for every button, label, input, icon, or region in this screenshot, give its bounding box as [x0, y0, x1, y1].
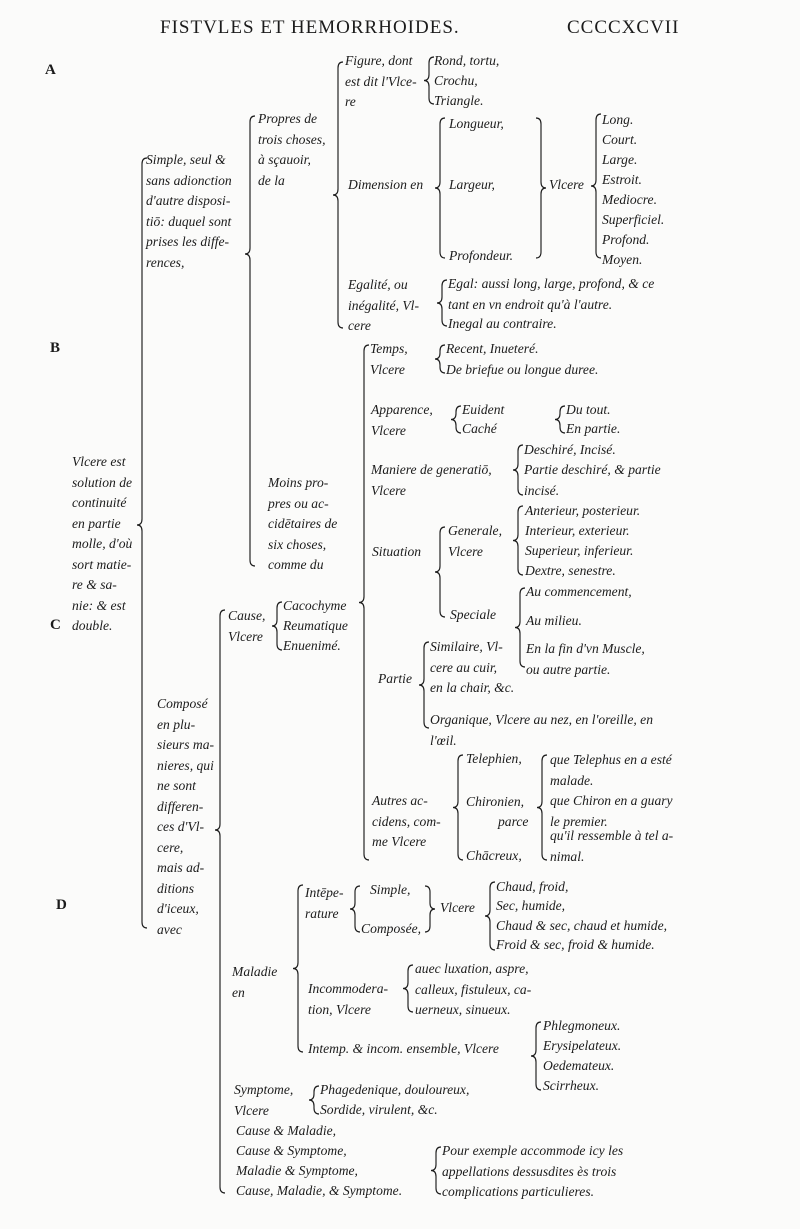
less-proper-six-things: Moins pro- pres ou ac- cidētaires de six choses, comme du	[268, 475, 338, 572]
dimension-quality: Mediocre.	[602, 192, 657, 207]
general-item: Interieur, exterieur.	[525, 523, 630, 538]
intemperature-composed: Composée,	[361, 921, 422, 936]
proper-three-things: Propres de trois choses, à sçauoir, de la	[258, 111, 326, 188]
dimension-quality: Superficiel.	[602, 212, 665, 227]
appearance-label: Apparence, Vlcere	[371, 402, 433, 438]
brace-reasons	[537, 755, 547, 860]
dimension-quality: Moyen.	[602, 252, 643, 267]
other-accidents-label: Autres ac- cidens, com- me Vlcere	[372, 793, 441, 849]
dimension-item: Largeur,	[449, 177, 495, 192]
unequal-text: Inegal au contraire.	[448, 316, 557, 331]
simple-ulcer-label: Simple, seul & sans adionction d'autre disposi- tiō: duquel sont prises les diffe- rences,	[146, 152, 232, 270]
incommodation-label: Incommodera- tion, Vlcere	[308, 981, 389, 1017]
brace-symptom	[309, 1086, 319, 1114]
brace-appearance	[451, 406, 461, 433]
temper-item: Chaud, froid,	[496, 879, 569, 894]
brace-simple	[245, 116, 255, 566]
figure-item: Rond, tortu,	[434, 53, 500, 68]
figure-item: Triangle.	[434, 93, 484, 108]
generation-item: Deschiré, Incisé.	[524, 442, 616, 457]
cause-item: Enuenimé.	[283, 638, 341, 653]
name-reason: qu'il ressemble à tel a- nimal.	[550, 828, 674, 864]
brace-proper	[333, 62, 343, 328]
example-note: Pour exemple accommode icy les appellations dessusdites ès trois complications particulieres.	[442, 1143, 624, 1199]
running-title: FISTVLES ET HEMORRHOIDES.	[160, 17, 460, 38]
dimension-quality: Estroit.	[602, 172, 642, 187]
margin-letter-b: B	[50, 340, 61, 356]
temper-item: Sec, humide,	[496, 898, 566, 913]
brace-root	[137, 158, 147, 928]
tumor-item: Erysipelateux.	[543, 1038, 622, 1053]
brace-incommodation	[403, 965, 413, 1012]
ulcer-name: Chācreux,	[466, 848, 522, 863]
brace-less-proper	[359, 345, 369, 860]
organic-part: Organique, Vlcere au nez, en l'oreille, en l'œil.	[430, 712, 653, 748]
brace-equality	[437, 280, 447, 326]
combination-item: Cause & Maladie,	[236, 1123, 337, 1138]
combination-item: Cause & Symptome,	[236, 1143, 347, 1158]
generation-item: Partie deschiré, & partie incisé.	[524, 462, 661, 498]
time-item: Recent, Inueteré.	[446, 341, 539, 356]
brace-special	[515, 588, 525, 667]
ulcer-definition: Vlcere est solution de continuité en partie molle, d'où sort matie- re & sa- nie: & est double.	[72, 454, 133, 633]
symptom-item: Phagedenique, douloureux,	[320, 1082, 470, 1097]
similar-part: Similaire, Vl- cere au cuir, en la chair, &c.	[430, 639, 515, 695]
brace-temper	[485, 882, 495, 950]
brace-intemperature-close	[425, 886, 435, 932]
name-reason: que Telephus en a esté malade.	[550, 752, 672, 788]
combination-item: Maladie & Symptome,	[236, 1163, 358, 1178]
ulcer-name: Telephien,	[466, 751, 522, 766]
brace-part	[419, 642, 429, 728]
appearance-sub: Du tout.	[566, 402, 611, 417]
combination-item: Cause, Maladie, & Symptome.	[236, 1183, 403, 1198]
general-item: Superieur, inferieur.	[525, 543, 634, 558]
brace-note	[431, 1147, 441, 1194]
dimension-item: Profondeur.	[449, 248, 514, 263]
figure-item: Crochu,	[434, 73, 478, 88]
symptom-item: Sordide, virulent, &c.	[320, 1102, 438, 1117]
folio-number: CCCCXCVII	[567, 17, 680, 38]
dimension-quality: Profond.	[602, 232, 650, 247]
symptom-label: Symptome, Vlcere	[234, 1082, 294, 1118]
margin-letter-c: C	[50, 617, 61, 633]
brace-appearance-sub	[555, 406, 565, 433]
disease-label: Maladie en	[232, 964, 278, 1000]
brace-time	[435, 345, 445, 373]
dimension-quality: Court.	[602, 132, 638, 147]
brace-situation	[435, 527, 445, 617]
tumor-item: Oedemateux.	[543, 1058, 615, 1073]
part-label: Partie	[378, 671, 412, 686]
cause-item: Reumatique	[283, 618, 348, 633]
general-item: Dextre, senestre.	[525, 563, 616, 578]
generation-label: Maniere de generatiō, Vlcere	[371, 462, 492, 498]
general-situation: Generale, Vlcere	[448, 523, 502, 559]
time-label: Temps, Vlcere	[370, 341, 408, 377]
temper-item: Chaud & sec, chaud et humide,	[496, 918, 668, 933]
brace-generation	[513, 445, 523, 495]
margin-letter-a: A	[45, 62, 56, 78]
special-item: En la fin d'vn Muscle, ou autre partie.	[526, 641, 645, 677]
situation-label: Situation	[372, 544, 422, 559]
general-item: Anterieur, posterieur.	[525, 503, 641, 518]
margin-letter-d: D	[56, 897, 67, 913]
special-situation: Speciale	[450, 607, 497, 622]
temper-item: Froid & sec, froid & humide.	[496, 937, 655, 952]
tumor-item: Scirrheux.	[543, 1078, 600, 1093]
dimension-quality: Long.	[602, 112, 634, 127]
time-item: De briefue ou longue duree.	[446, 362, 599, 377]
because-word: parce	[498, 814, 529, 829]
cause-label: Cause, Vlcere	[228, 608, 266, 644]
dimension-item: Longueur,	[449, 116, 504, 131]
name-reason: que Chiron en a guary le premier.	[550, 793, 673, 829]
brace-other	[453, 755, 463, 860]
compound-ulcer-label: Composé en plu- sieurs ma- nieres, qui ne sont differen- ces d'Vl- cere, mais ad- ditions d'iceux, avec	[157, 696, 215, 937]
brace-dimension-close	[536, 118, 546, 258]
equal-text: Egal: aussi long, large, profond, & ce tant en vn endroit qu'à l'autre.	[448, 276, 655, 312]
appearance-evident: Euident	[462, 402, 505, 417]
special-item: Au milieu.	[526, 613, 582, 628]
dimension-label: Dimension en	[348, 177, 424, 192]
brace-dimension	[435, 118, 445, 258]
incommodation-items: auec luxation, aspre, calleux, fistuleux, ca- uerneux, sinueux.	[415, 961, 532, 1017]
brace-general	[513, 506, 523, 575]
brace-disease	[293, 885, 303, 1052]
special-item: Au commencement,	[526, 584, 632, 599]
intemperature-simple: Simple,	[370, 882, 411, 897]
dimension-ulcer: Vlcere	[549, 177, 584, 192]
intemperature-ulcer: Vlcere	[440, 900, 475, 915]
combined-label: Intemp. & incom. ensemble, Vlcere	[308, 1041, 499, 1056]
tumor-item: Phlegmoneux.	[543, 1018, 621, 1033]
ulcer-name: Chironien,	[466, 794, 525, 809]
cause-item: Cacochyme	[283, 598, 347, 613]
figure-label: Figure, dont est dit l'Vlce- re	[345, 53, 417, 109]
brace-intemperature	[350, 886, 360, 932]
brace-qualities	[591, 114, 601, 258]
brace-figure	[424, 57, 434, 104]
brace-compound	[215, 610, 225, 1193]
equality-label: Egalité, ou inégalité, Vl- cere	[348, 277, 419, 333]
dimension-quality: Large.	[602, 152, 638, 167]
intemperature-label: Intēpe- rature	[305, 885, 344, 921]
brace-cause	[272, 602, 282, 650]
appearance-hidden: Caché	[462, 421, 497, 436]
brace-tumors	[531, 1022, 541, 1090]
appearance-sub: En partie.	[566, 421, 621, 436]
